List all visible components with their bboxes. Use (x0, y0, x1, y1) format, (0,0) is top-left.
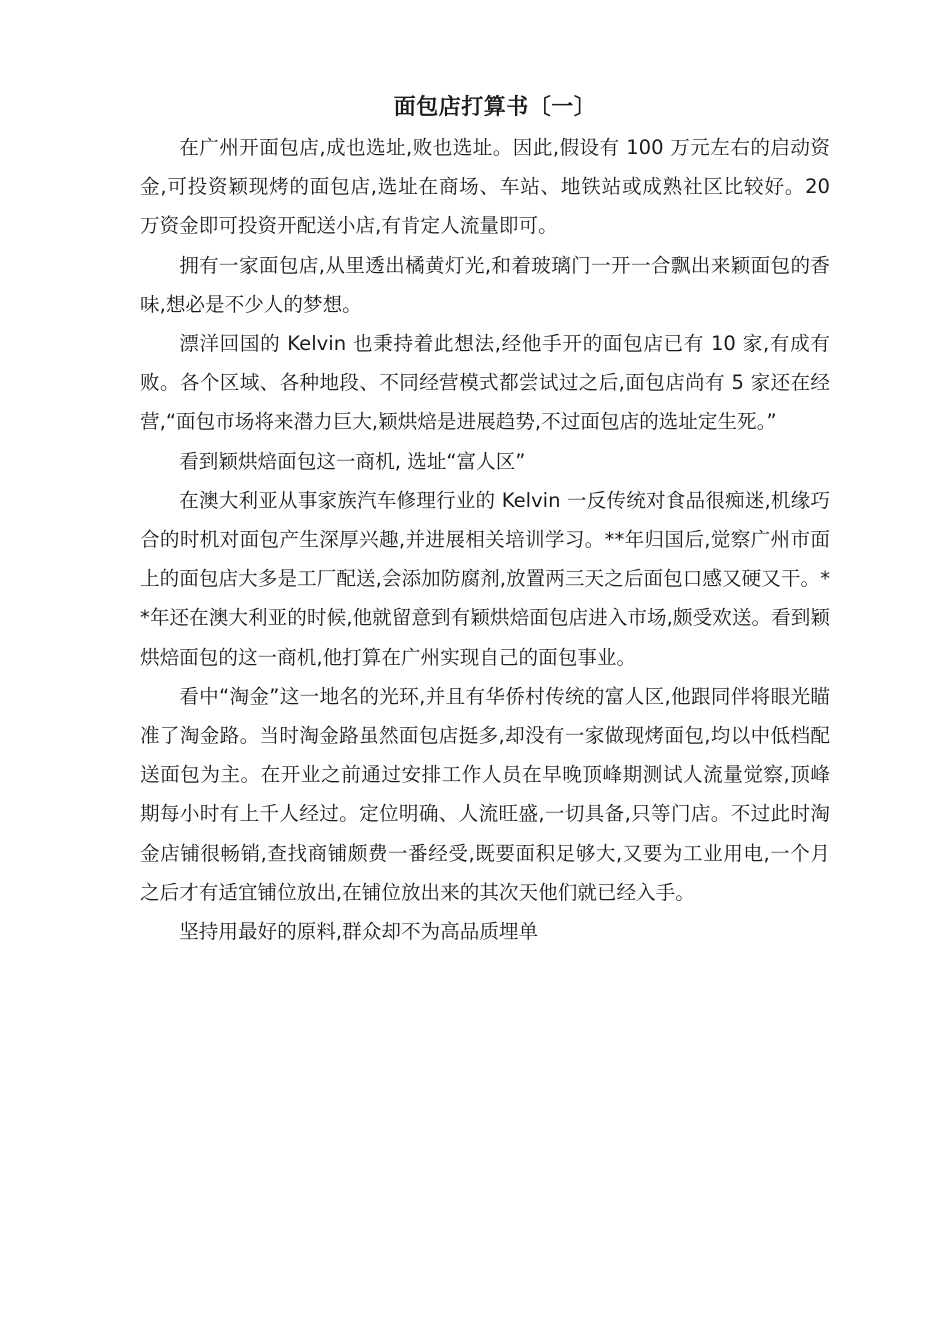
paragraph-bakery-dream: 拥有一家面包店,从里透出橘黄灯光,和着玻璃门一开一合飘出来颖面包的香味,想必是不少人的梦想。 (140, 253, 830, 316)
paragraph-quality-ingredients: 坚持用最好的原料,群众却不为高品质埋单 (179, 920, 539, 944)
paragraph-taojin-road: 看中“淘金”这一地名的光环,并且有华侨村传统的富人区,他跟同伴将眼光瞄准了淘金路。当时淘金路虽然面包店挺多,却没有一家做现烤面包,均以中低档配送面包为主。在开业之前通过安排工作人员在早晚顶峰期测试人流量觉察,顶峰期每小时有上千人经过。定位明确、人流旺盛,一切具备,只等门店。不过此时淘金店铺很畅销,查找商铺颇费一番经受,既要面积足够大,又要为工业用电,一个月之后才有适宜铺位放出,在铺位放出来的其次天他们就已经入手。 (140, 684, 830, 904)
document-title: 面包店打算书〔一〕 (393, 95, 597, 120)
paragraph-kelvin-intro: 漂洋回国的 Kelvin 也秉持着此想法,经他手开的面包店已有 10 家,有成有败。各个区域、各种地段、不同经营模式都尝试过之后,面包店尚有 5 家还在经营,“面包市场将来潜力巨大,颖烘焙是进展趋势,不过面包店的选址定生死。” (140, 332, 830, 434)
paragraph-section-heading: 看到颖烘焙面包这一商机, 选址“富人区” (179, 449, 526, 473)
paragraph-kelvin-background: 在澳大利亚从事家族汽车修理行业的 Kelvin 一反传统对食品很痴迷,机缘巧合的时机对面包产生深厚兴趣,并进展相关培训学习。**年归国后,觉察广州市面上的面包店大多是工厂配送,会添加防腐剂,放置两三天之后面包口感又硬又干。**年还在澳大利亚的时候,他就留意到有颖烘焙面包店进入市场,颇受欢送。看到颖烘焙面包的这一商机,他打算在广州实现自己的面包事业。 (140, 488, 830, 669)
paragraph-location-importance: 在广州开面包店,成也选址,败也选址。因此,假设有 100 万元左右的启动资金,可投资颖现烤的面包店,选址在商场、车站、地铁站或成熟社区比较好。20 万资金即可投资开配送小店,有肯定人流量即可。 (140, 136, 830, 238)
document-page (140, 88, 830, 951)
